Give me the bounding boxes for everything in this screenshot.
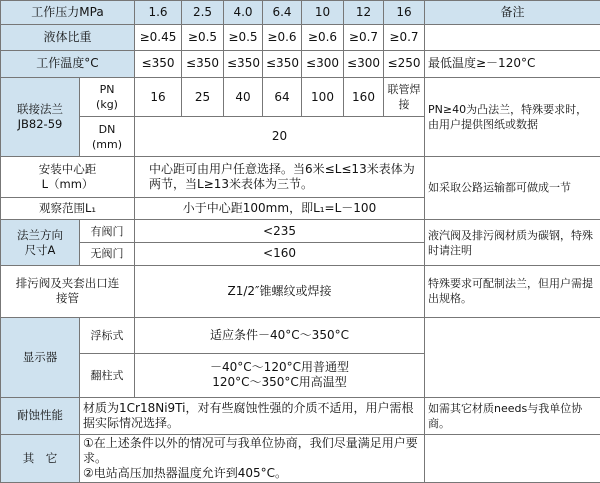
density-value: ≥0.6 xyxy=(263,24,302,50)
float-row xyxy=(1,317,600,353)
center-distance-label xyxy=(1,156,135,198)
pressure-value: 2.5 xyxy=(182,1,224,25)
pn-value: 25 xyxy=(182,77,224,116)
float-text: 适应条件－40°C～350°C xyxy=(135,317,425,353)
with-valve-label: 有阀门 xyxy=(80,220,135,243)
drain-note: 特殊要求可配制法兰，但用户需提出规格。 xyxy=(425,265,600,317)
with-valve-row xyxy=(1,220,600,243)
pn-value: 100 xyxy=(302,77,344,116)
density-label: 液体比重 xyxy=(1,24,135,50)
flange-label xyxy=(1,77,80,156)
display-note xyxy=(425,317,600,397)
density-note xyxy=(425,24,600,50)
density-value: ≥0.7 xyxy=(344,24,384,50)
pressure-value: 10 xyxy=(302,1,344,25)
pn-value: 160 xyxy=(344,77,384,116)
flange-direction-label-line2: 尺寸A xyxy=(24,242,56,257)
view-range-text: 小于中心距100mm，即L₁=L－100 xyxy=(135,198,425,220)
pn-label-line2: (kg) xyxy=(96,98,118,112)
without-valve-value: <160 xyxy=(135,243,425,266)
temperature-value: ≤350 xyxy=(182,50,224,77)
density-value: ≥0.45 xyxy=(135,24,182,50)
temperature-value: ≤250 xyxy=(384,50,425,77)
other-label: 其 它 xyxy=(1,435,80,483)
other-note xyxy=(425,435,600,483)
pn-value: 16 xyxy=(135,77,182,116)
center-distance-row xyxy=(1,156,600,198)
density-value: ≥0.6 xyxy=(302,24,344,50)
flip-text-line1: －40°C～120°C用普通型 xyxy=(210,360,349,375)
pressure-value: 1.6 xyxy=(135,1,182,25)
pressure-value: 4.0 xyxy=(224,1,263,25)
flip-text xyxy=(135,354,425,398)
density-row xyxy=(1,24,600,50)
flip-label: 翻柱式 xyxy=(80,354,135,398)
corrosion-note: 如需其它材质needs与我单位协商。 xyxy=(425,397,600,434)
temperature-value: ≤300 xyxy=(344,50,384,77)
density-value: ≥0.7 xyxy=(384,24,425,50)
with-valve-value: <235 xyxy=(135,220,425,243)
density-value: ≥0.5 xyxy=(182,24,224,50)
dn-label-line1: DN xyxy=(98,122,116,136)
pn-value: 40 xyxy=(224,77,263,116)
temperature-value: ≤350 xyxy=(224,50,263,77)
display-label: 显示器 xyxy=(1,317,80,397)
pressure-value: 16 xyxy=(384,1,425,25)
pn-label xyxy=(80,77,135,116)
float-label: 浮标式 xyxy=(80,317,135,353)
without-valve-label: 无阀门 xyxy=(80,243,135,266)
note-header: 备注 xyxy=(425,1,600,25)
temperature-note: 最低温度≥－120°C xyxy=(425,50,600,77)
flip-text-line2: 120°C～350°C用高温型 xyxy=(212,375,347,390)
flange-direction-label xyxy=(1,220,80,266)
flange-label-line1: 联接法兰 xyxy=(17,101,63,116)
flange-note: PN≥40为凸法兰，特殊要求时，由用户提供图纸或数据 xyxy=(425,77,600,156)
flange-direction-label-line1: 法兰方向 xyxy=(17,227,63,242)
flange-label-line2: JB82-59 xyxy=(17,116,63,131)
corrosion-text: 材质为1Cr18Ni9Ti，对有些腐蚀性强的介质不适用，用户需根据实际情况选择。 xyxy=(80,397,425,434)
pn-value: 联管焊接 xyxy=(384,77,425,116)
header-row xyxy=(1,1,600,25)
other-text-1: ①在上述条件以外的情况可与我单位协商，我们尽量满足用户要求。 xyxy=(83,436,418,466)
pressure-value: 6.4 xyxy=(263,1,302,25)
temperature-row xyxy=(1,50,600,77)
temperature-value: ≤350 xyxy=(263,50,302,77)
pn-value: 64 xyxy=(263,77,302,116)
temperature-value: ≤300 xyxy=(302,50,344,77)
center-distance-text: 中心距可由用户任意选择。当6米≤L≤13米表体为两节，当L≥13米表体为三节。 xyxy=(135,156,425,198)
pressure-header-label: 工作压力MPa xyxy=(1,1,135,25)
corrosion-label: 耐蚀性能 xyxy=(1,397,80,434)
flange-pn-row xyxy=(1,77,600,116)
other-text xyxy=(80,435,425,483)
other-row xyxy=(1,435,600,483)
drain-text: Z1/2″锥螺纹或焊接 xyxy=(135,265,425,317)
temperature-value: ≤350 xyxy=(135,50,182,77)
drain-label: 排污阀及夹套出口连接管 xyxy=(1,265,135,317)
drain-row xyxy=(1,265,600,317)
center-distance-label-line1: 安装中心距 xyxy=(38,162,97,177)
other-text-2: ②电站高压加热器温度允许到405°C。 xyxy=(83,466,288,481)
flange-direction-note: 液汽阀及排污阀材质为碳钢，特殊时请注明 xyxy=(425,220,600,266)
corrosion-row xyxy=(1,397,600,434)
center-distance-note: 如采取公路运输都可做成一节 xyxy=(425,156,600,219)
dn-label xyxy=(80,117,135,156)
temperature-label: 工作温度°C xyxy=(1,50,135,77)
dn-value: 20 xyxy=(135,117,425,156)
density-value: ≥0.5 xyxy=(224,24,263,50)
center-distance-label-line2: L（mm） xyxy=(41,177,94,192)
view-range-label: 观察范围L₁ xyxy=(1,198,135,220)
pressure-value: 12 xyxy=(344,1,384,25)
dn-label-line2: (mm) xyxy=(91,137,122,151)
pn-label-line1: PN xyxy=(99,83,115,97)
